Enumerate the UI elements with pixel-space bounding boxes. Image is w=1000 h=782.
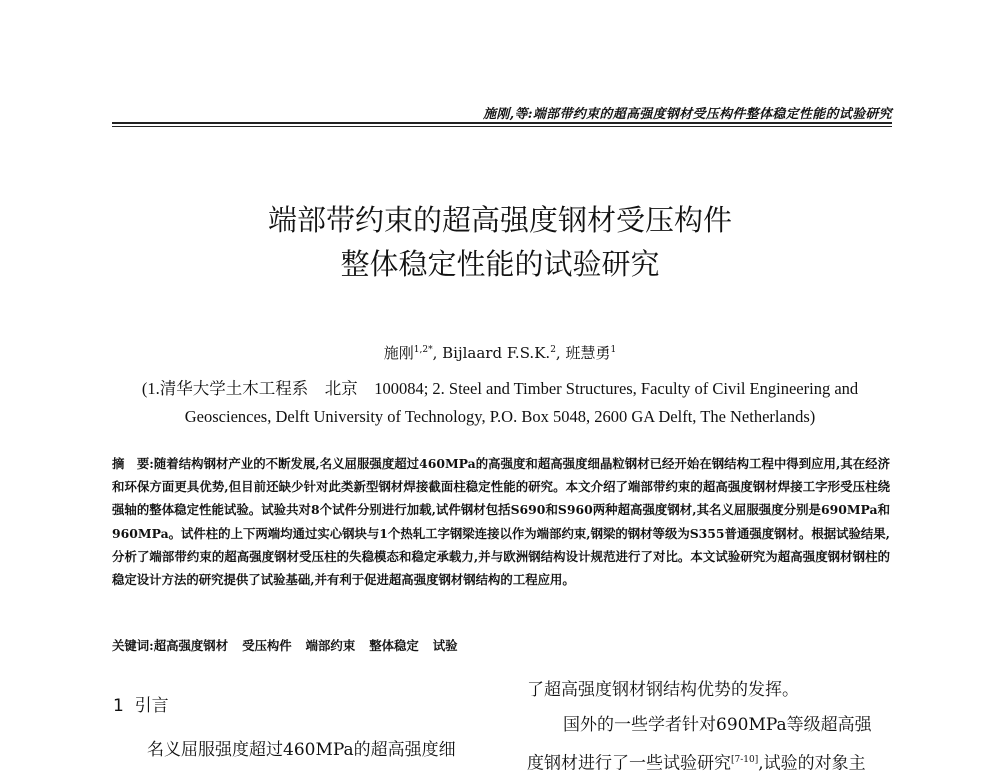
abstract-label: 摘 要: <box>112 456 154 471</box>
body-right-line-2: 国外的一些学者针对690MPa等级超高强 <box>563 715 872 735</box>
section-heading <box>113 691 169 716</box>
author-1: 施刚 <box>383 344 414 362</box>
title-line-1: 端部带约束的超高强度钢材受压构件 <box>267 203 732 237</box>
author-1-affil: 1,2* <box>413 345 433 355</box>
affiliations <box>110 375 890 431</box>
title-line-2: 整体稳定性能的试验研究 <box>340 247 660 281</box>
section-number: 1 <box>113 696 124 716</box>
body-right-column <box>527 673 892 782</box>
author-2: Bijlaard F.S.K. <box>442 344 551 362</box>
keywords <box>112 636 890 654</box>
body-left-line: 名义屈服强度超过460MPa的超高强度细 <box>147 740 456 760</box>
affiliation-line-2: Geosciences, Delft University of Technology, P.O. Box 5048, 2600 GA Delft, The Netherlands) <box>184 407 816 426</box>
body-right-line-1: 了超高强度钢材钢结构优势的发挥。 <box>527 680 799 700</box>
author-3: 班慧勇 <box>565 344 611 362</box>
running-header: 施刚,等:端部带约束的超高强度钢材受压构件整体稳定性能的试验研究 <box>483 107 892 122</box>
header-rule <box>112 122 892 124</box>
keyword-item: 试验 <box>432 638 458 653</box>
author-2-affil: 2 <box>550 345 556 355</box>
header-rule-thin <box>112 126 892 127</box>
author-list: 施刚$^{1,2*}$, Bijlaard F.S.K.$^2$, 班慧勇$^1$ <box>383 344 617 362</box>
section-title: 引言 <box>134 696 169 716</box>
keyword-item: 超高强度钢材 <box>153 638 229 653</box>
keywords-label: 关键词: <box>112 638 154 653</box>
paper-title <box>0 198 1000 286</box>
abstract-text: 随着结构钢材产业的不断发展,名义屈服强度超过460MPa的高强度和超高强度细晶粒钢材已经开始在钢结构工程中得到应用,其在经济和环保方面更具优势,但目前还缺少针对此类新型钢材焊接截面柱稳定性能的研究。本文介绍了端部带约束的超高强度钢材焊接工字形受压柱绕强轴的整体稳定性能试验。试验共对8个试件分别进行加载,试件钢材包括S690和S960两种超高强度钢材,其名义屈服强度分别是690MPa和960MPa。试件柱的上下两端均通过实心钢块与1个热轧工字钢梁连接以作为端部约束,钢梁的钢材等级为S355普通强度钢材。根据试验结果,分析了端部带约束的超高强度钢材受压柱的失稳模态和稳定承载力,并与欧洲钢结构设计规范进行了对比。本文试验研究为超高强度钢材钢柱的稳定设计方法的研究提供了试验基础,并有利于促进超高强度钢材钢结构的工程应用。 <box>112 456 890 588</box>
abstract <box>112 452 890 591</box>
author-3-affil: 1 <box>610 345 617 355</box>
body-right-line-3 <box>527 743 892 782</box>
affiliation-line-1: (1.清华大学土木工程系 北京 100084; 2. Steel and Timber Structures, Faculty of Civil Engineering and <box>141 379 859 398</box>
keyword-item: 受压构件 <box>242 638 292 653</box>
body-right-line-3-b: ,试验的对象主 <box>758 753 866 774</box>
citation-ref: [7-10] <box>731 755 759 765</box>
body-right-line-3-a: 度钢材进行了一些试验研究 <box>527 753 731 774</box>
keyword-item: 整体稳定 <box>369 638 419 653</box>
keyword-item: 端部约束 <box>305 638 356 653</box>
